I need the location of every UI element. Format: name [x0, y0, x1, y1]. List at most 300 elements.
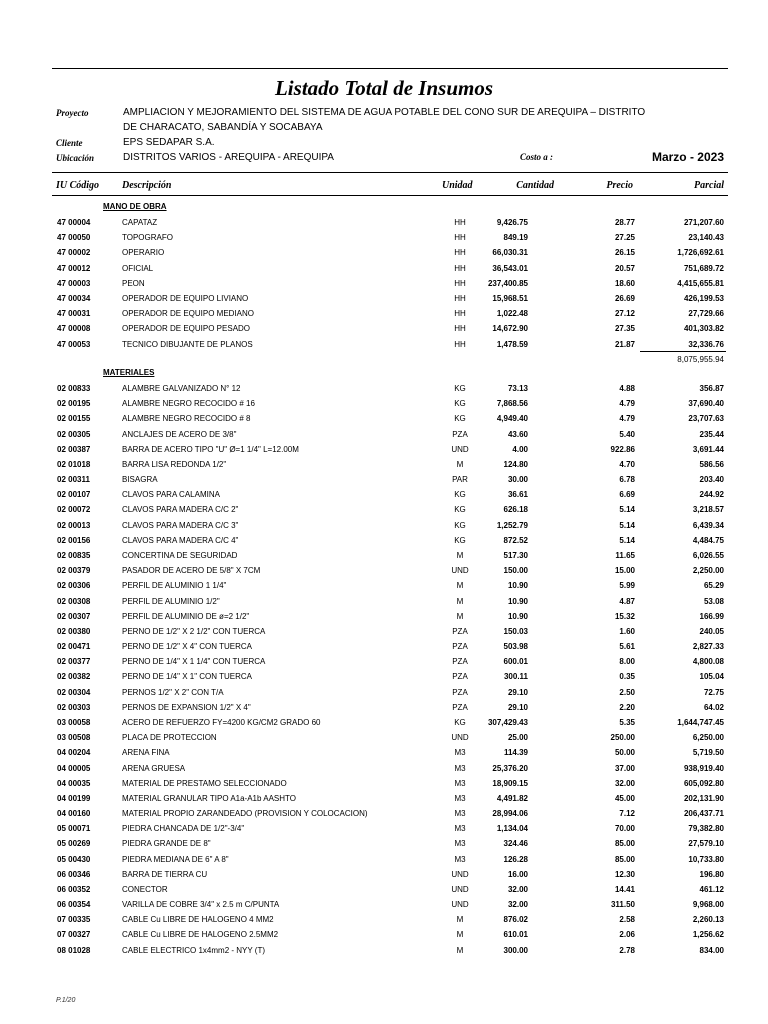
item-quantity: 25.00	[507, 733, 528, 743]
item-code: 47 00008	[57, 324, 91, 334]
item-description: ANCLAJES DE ACERO DE 3/8"	[122, 429, 237, 439]
item-description: PLACA DE PROTECCION	[122, 733, 217, 743]
table-row	[0, 672, 768, 687]
item-unit: KG	[454, 414, 466, 424]
item-price: 28.77	[614, 218, 635, 227]
item-quantity: 32.00	[507, 884, 528, 894]
costo-label: Costo a :	[520, 152, 554, 162]
table-row	[0, 764, 768, 779]
item-quantity: 849.19	[503, 233, 528, 243]
item-code: 02 00107	[57, 490, 91, 500]
item-description: BARRA DE TIERRA CU	[122, 869, 208, 879]
item-price: 32.00	[614, 778, 635, 788]
item-quantity: 1,134.04	[496, 824, 528, 834]
item-description: CABLE ELECTRICO 1x4mm2 - NYY (T)	[122, 945, 265, 955]
item-price: 2.78	[619, 945, 635, 955]
subtotal-mano-de-obra: 8,075,955.94	[677, 355, 724, 364]
item-description: ARENA GRUESA	[122, 763, 186, 773]
item-description: PERFIL DE ALUMINIO DE ø=2 1/2"	[122, 611, 250, 621]
col-header-cantidad: Cantidad	[516, 180, 554, 191]
item-parcial: 6,250.00	[692, 733, 724, 743]
item-parcial: 586.56	[699, 459, 724, 469]
costo-fecha: Marzo - 2023	[651, 150, 724, 164]
item-description: MATERIAL GRANULAR TIPO A1a-A1b AASHTO	[122, 793, 296, 803]
item-unit: UND	[451, 900, 469, 910]
col-header-parcial: Parcial	[694, 180, 724, 191]
item-unit: HH	[454, 263, 466, 273]
item-price: 8.00	[619, 657, 635, 667]
col-header-unidad: Unidad	[442, 180, 473, 191]
item-quantity: 10.90	[507, 611, 528, 621]
item-price: 6.78	[619, 475, 635, 485]
item-code: 03 00058	[57, 717, 91, 727]
item-parcial: 426,199.53	[683, 294, 724, 303]
item-unit: KG	[454, 505, 466, 515]
item-description: TOPOGRAFO	[122, 233, 173, 243]
item-quantity: 66,030.31	[492, 248, 528, 258]
item-code: 02 00072	[57, 505, 91, 515]
item-unit: HH	[454, 218, 466, 227]
item-parcial: 105.04	[699, 672, 724, 682]
item-unit: UND	[451, 884, 469, 894]
item-code: 02 00382	[57, 672, 91, 682]
item-quantity: 150.03	[503, 626, 528, 636]
table-row	[0, 915, 768, 930]
item-code: 02 00835	[57, 550, 91, 560]
item-parcial: 4,415,655.81	[677, 278, 724, 288]
item-price: 4.79	[619, 414, 635, 424]
item-parcial: 23,707.63	[688, 414, 724, 424]
item-unit: KG	[454, 535, 466, 545]
col-header-codigo: IU Código	[56, 180, 100, 191]
item-quantity: 150.00	[503, 566, 528, 576]
item-quantity: 610.01	[503, 930, 528, 940]
item-parcial: 65.29	[703, 581, 724, 591]
item-price: 5.99	[619, 581, 635, 591]
item-code: 08 01028	[57, 945, 91, 955]
item-code: 05 00269	[57, 839, 91, 849]
item-code: 47 00002	[57, 248, 91, 258]
table-row	[0, 324, 768, 339]
item-parcial: 196.80	[699, 869, 724, 879]
item-parcial: 2,260.13	[692, 915, 724, 925]
item-parcial: 6,026.55	[692, 550, 724, 560]
item-description: OFICIAL	[122, 263, 154, 273]
table-row	[0, 294, 768, 309]
item-description: MATERIAL DE PRESTAMO SELECCIONADO	[122, 778, 287, 788]
item-quantity: 517.30	[503, 550, 528, 560]
proyecto-line-1: AMPLIACION Y MEJORAMIENTO DEL SISTEMA DE AGUA POTABLE DEL CONO SUR DE AREQUIPA – DISTRITO	[123, 107, 646, 118]
item-quantity: 1,022.48	[496, 309, 528, 319]
item-description: BISAGRA	[122, 475, 158, 485]
table-row	[0, 779, 768, 794]
item-quantity: 324.46	[503, 839, 528, 849]
table-row	[0, 809, 768, 824]
item-code: 02 00155	[57, 414, 91, 424]
item-price: 5.35	[619, 717, 635, 727]
item-quantity: 114.39	[503, 748, 528, 758]
item-parcial: 9,968.00	[692, 900, 724, 910]
item-parcial: 751,689.72	[683, 263, 724, 273]
item-code: 03 00508	[57, 733, 91, 743]
item-quantity: 300.11	[503, 672, 528, 682]
item-code: 06 00352	[57, 884, 91, 894]
item-description: CONECTOR	[122, 884, 168, 894]
item-unit: M3	[454, 854, 466, 864]
item-price: 85.00	[614, 839, 635, 849]
item-code: 06 00346	[57, 869, 91, 879]
item-description: ACERO DE REFUERZO FY=4200 KG/CM2 GRADO 60	[122, 717, 321, 727]
table-row	[0, 703, 768, 718]
item-code: 47 00034	[57, 294, 91, 303]
table-row	[0, 627, 768, 642]
item-price: 5.61	[619, 642, 635, 652]
item-price: 5.14	[619, 520, 635, 530]
table-row	[0, 445, 768, 460]
item-quantity: 14,672.90	[492, 324, 528, 334]
item-quantity: 4,491.82	[496, 793, 528, 803]
item-description: BARRA LISA REDONDA 1/2"	[122, 459, 227, 469]
table-row	[0, 551, 768, 566]
item-description: PIEDRA MEDIANA DE 6" A 8"	[122, 854, 229, 864]
item-quantity: 9,426.75	[496, 218, 528, 227]
item-description: ALAMBRE NEGRO RECOCIDO # 16	[122, 399, 255, 409]
item-unit: UND	[451, 566, 469, 576]
item-parcial: 37,690.40	[688, 399, 724, 409]
item-price: 18.60	[614, 278, 635, 288]
item-unit: M	[456, 459, 464, 469]
item-unit: PZA	[452, 626, 468, 636]
item-description: OPERADOR DE EQUIPO LIVIANO	[122, 294, 249, 303]
item-description: CONCERTINA DE SEGURIDAD	[122, 550, 238, 560]
item-price: 6.69	[619, 490, 635, 500]
item-unit: KG	[454, 399, 466, 409]
item-description: PERNO DE 1/4" X 1" CON TUERCA	[122, 672, 253, 682]
item-code: 07 00335	[57, 915, 91, 925]
item-description: VARILLA DE COBRE 3/4" x 2.5 m C/PUNTA	[122, 900, 280, 910]
item-parcial: 3,691.44	[692, 444, 724, 454]
item-parcial: 4,484.75	[692, 535, 724, 545]
item-price: 2.06	[619, 930, 635, 940]
item-unit: HH	[454, 339, 466, 349]
item-quantity: 15,968.51	[492, 294, 528, 303]
item-parcial: 10,733.80	[688, 854, 724, 864]
item-description: CLAVOS PARA MADERA C/C 2"	[122, 505, 239, 515]
item-price: 45.00	[614, 793, 635, 803]
item-code: 02 00311	[57, 475, 90, 485]
table-row	[0, 612, 768, 627]
item-unit: M	[456, 596, 464, 606]
item-parcial: 32,336.76	[688, 339, 724, 349]
item-code: 02 00303	[57, 702, 91, 712]
item-price: 1.60	[619, 626, 635, 636]
item-code: 47 00050	[57, 233, 91, 243]
page-number: P.1/20	[56, 997, 76, 1004]
item-price: 4.79	[619, 399, 635, 409]
item-unit: M	[456, 550, 464, 560]
item-parcial: 3,218.57	[692, 505, 724, 515]
table-row	[0, 340, 768, 355]
item-description: PIEDRA CHANCADA DE 1/2"-3/4"	[122, 824, 245, 834]
item-quantity: 73.13	[507, 384, 528, 393]
item-unit: M	[456, 915, 464, 925]
ubicacion-label: Ubicación	[56, 153, 94, 163]
item-parcial: 2,827.33	[692, 642, 724, 652]
item-quantity: 29.10	[507, 687, 528, 697]
item-description: ALAMBRE GALVANIZADO N° 12	[122, 384, 241, 393]
item-description: PERFIL DE ALUMINIO 1 1/4"	[122, 581, 227, 591]
item-code: 02 00380	[57, 626, 91, 636]
item-price: 27.25	[614, 233, 635, 243]
header-rule-top	[52, 172, 728, 173]
item-quantity: 126.28	[503, 854, 528, 864]
item-parcial: 203.40	[699, 475, 724, 485]
item-price: 85.00	[614, 854, 635, 864]
item-parcial: 27,579.10	[688, 839, 724, 849]
item-code: 02 00304	[57, 687, 91, 697]
item-price: 250.00	[610, 733, 635, 743]
item-quantity: 4,949.40	[496, 414, 528, 424]
item-price: 14.41	[614, 884, 635, 894]
item-code: 02 00308	[57, 596, 91, 606]
item-quantity: 872.52	[503, 535, 528, 545]
item-code: 47 00003	[57, 278, 91, 288]
item-quantity: 29.10	[507, 702, 528, 712]
item-description: TECNICO DIBUJANTE DE PLANOS	[122, 339, 253, 349]
item-quantity: 307,429.43	[487, 717, 528, 727]
item-code: 02 00156	[57, 535, 91, 545]
col-header-precio: Precio	[606, 180, 633, 191]
item-unit: HH	[454, 248, 466, 258]
item-code: 47 00031	[57, 309, 91, 319]
item-quantity: 36.61	[507, 490, 528, 500]
item-description: PIEDRA GRANDE DE 8"	[122, 839, 211, 849]
item-quantity: 124.80	[503, 459, 528, 469]
page-title: Listado Total de Insumos	[274, 76, 494, 100]
item-parcial: 4,800.08	[692, 657, 724, 667]
item-price: 21.87	[614, 339, 635, 349]
item-price: 7.12	[619, 809, 635, 819]
item-parcial: 27,729.66	[688, 309, 724, 319]
item-parcial: 5,719.50	[692, 748, 724, 758]
ubicacion-value: DISTRITOS VARIOS - AREQUIPA - AREQUIPA	[123, 152, 334, 163]
item-unit: UND	[451, 444, 469, 454]
item-quantity: 10.90	[507, 596, 528, 606]
item-price: 26.15	[614, 248, 635, 258]
item-code: 47 00053	[57, 339, 91, 349]
item-price: 20.57	[614, 263, 635, 273]
item-unit: KG	[454, 520, 466, 530]
table-row	[0, 233, 768, 248]
table-row	[0, 688, 768, 703]
cliente-label: Cliente	[56, 138, 83, 148]
item-quantity: 43.60	[507, 429, 528, 439]
item-code: 05 00430	[57, 854, 91, 864]
item-quantity: 626.18	[503, 505, 528, 515]
item-quantity: 237,400.85	[487, 278, 528, 288]
item-code: 47 00012	[57, 263, 91, 273]
item-price: 27.35	[614, 324, 635, 334]
table-row	[0, 218, 768, 233]
table-row	[0, 581, 768, 596]
item-description: CLAVOS PARA MADERA C/C 4"	[122, 535, 239, 545]
item-price: 15.32	[614, 611, 635, 621]
table-row	[0, 414, 768, 429]
item-unit: M	[456, 930, 464, 940]
item-quantity: 25,376.20	[492, 763, 528, 773]
table-row	[0, 505, 768, 520]
item-unit: M3	[454, 839, 466, 849]
item-description: PEON	[122, 278, 145, 288]
item-parcial: 605,092.80	[683, 778, 724, 788]
table-row	[0, 430, 768, 445]
table-row	[0, 855, 768, 870]
item-unit: HH	[454, 324, 466, 334]
item-unit: KG	[454, 717, 466, 727]
item-unit: M3	[454, 748, 466, 758]
item-code: 04 00160	[57, 809, 91, 819]
item-code: 04 00035	[57, 778, 91, 788]
table-row	[0, 946, 768, 961]
table-row	[0, 309, 768, 324]
table-row	[0, 264, 768, 279]
item-quantity: 30.00	[507, 475, 528, 485]
item-parcial: 166.99	[699, 611, 724, 621]
item-description: CAPATAZ	[122, 218, 158, 227]
table-row	[0, 824, 768, 839]
item-price: 2.50	[619, 687, 635, 697]
item-parcial: 202,131.90	[683, 793, 724, 803]
item-code: 02 00195	[57, 399, 91, 409]
item-unit: HH	[454, 233, 466, 243]
item-parcial: 1,256.62	[692, 930, 724, 940]
item-code: 04 00199	[57, 793, 91, 803]
item-unit: UND	[451, 733, 469, 743]
item-parcial: 23,140.43	[688, 233, 724, 243]
item-price: 70.00	[614, 824, 635, 834]
item-unit: KG	[454, 490, 466, 500]
item-unit: M	[456, 581, 464, 591]
cliente-value: EPS SEDAPAR S.A.	[123, 137, 215, 148]
item-price: 0.35	[619, 672, 635, 682]
item-parcial: 240.05	[699, 626, 724, 636]
item-description: PERNO DE 1/2" X 2 1/2" CON TUERCA	[122, 626, 266, 636]
item-description: ALAMBRE NEGRO RECOCIDO # 8	[122, 414, 251, 424]
table-row	[0, 279, 768, 294]
item-unit: M	[456, 945, 464, 955]
item-description: MATERIAL PROPIO ZARANDEADO (PROVISION Y COLOCACION)	[122, 809, 368, 819]
item-quantity: 7,868.56	[496, 399, 528, 409]
item-price: 4.70	[619, 459, 635, 469]
item-code: 04 00005	[57, 763, 91, 773]
item-quantity: 4.00	[512, 444, 528, 454]
table-row	[0, 384, 768, 399]
top-rule	[52, 68, 728, 69]
table-row	[0, 490, 768, 505]
table-row	[0, 839, 768, 854]
table-row	[0, 885, 768, 900]
item-code: 47 00004	[57, 218, 91, 227]
table-row	[0, 870, 768, 885]
item-quantity: 503.98	[503, 642, 528, 652]
item-price: 5.14	[619, 535, 635, 545]
section-materiales: MATERIALES	[103, 368, 155, 377]
item-unit: KG	[454, 384, 466, 393]
item-description: PERNOS 1/2" X 2" CON T/A	[122, 687, 224, 697]
item-quantity: 32.00	[507, 900, 528, 910]
table-row	[0, 900, 768, 915]
header-rule-bottom	[52, 195, 728, 196]
item-parcial: 356.87	[699, 384, 724, 393]
item-unit: M3	[454, 793, 466, 803]
item-unit: PAR	[452, 475, 468, 485]
item-parcial: 64.02	[703, 702, 724, 712]
item-quantity: 876.02	[503, 915, 528, 925]
table-row	[0, 475, 768, 490]
item-price: 4.88	[619, 384, 635, 393]
item-parcial: 401,303.82	[683, 324, 724, 334]
item-quantity: 16.00	[507, 869, 528, 879]
item-unit: PZA	[452, 702, 468, 712]
item-quantity: 10.90	[507, 581, 528, 591]
item-code: 06 00354	[57, 900, 91, 910]
item-parcial: 206,437.71	[683, 809, 724, 819]
item-code: 02 00379	[57, 566, 91, 576]
item-price: 15.00	[614, 566, 635, 576]
item-price: 311.50	[610, 900, 635, 910]
item-unit: M3	[454, 778, 466, 788]
item-quantity: 600.01	[503, 657, 528, 667]
item-code: 02 00305	[57, 429, 91, 439]
item-price: 5.14	[619, 505, 635, 515]
item-description: OPERARIO	[122, 248, 165, 258]
col-header-descripcion: Descripción	[122, 180, 172, 191]
item-parcial: 244.92	[699, 490, 724, 500]
table-row	[0, 733, 768, 748]
item-parcial: 6,439.34	[692, 520, 724, 530]
table-row	[0, 248, 768, 263]
item-parcial: 79,382.80	[688, 824, 724, 834]
item-price: 11.65	[615, 550, 635, 560]
table-row	[0, 642, 768, 657]
item-parcial: 53.08	[703, 596, 724, 606]
item-description: CABLE Cu LIBRE DE HALOGENO 4 MM2	[122, 915, 274, 925]
table-row	[0, 718, 768, 733]
item-price: 26.69	[614, 294, 635, 303]
section-mano-de-obra: MANO DE OBRA	[103, 202, 167, 211]
item-parcial: 1,644,747.45	[677, 717, 724, 727]
item-parcial: 235.44	[699, 429, 724, 439]
table-row	[0, 794, 768, 809]
subtotal-rule	[640, 351, 726, 352]
item-unit: M3	[454, 824, 466, 834]
table-row	[0, 597, 768, 612]
proyecto-line-2: DE CHARACATO, SABANDÍA Y SOCABAYA	[123, 122, 323, 133]
item-price: 12.30	[614, 869, 635, 879]
item-quantity: 1,478.59	[496, 339, 528, 349]
item-code: 02 00307	[57, 611, 91, 621]
item-price: 37.00	[614, 763, 635, 773]
item-price: 27.12	[614, 309, 635, 319]
item-price: 2.58	[619, 915, 635, 925]
table-row	[0, 536, 768, 551]
item-unit: M3	[454, 809, 466, 819]
table-row	[0, 657, 768, 672]
item-description: CLAVOS PARA MADERA C/C 3"	[122, 520, 239, 530]
item-unit: PZA	[452, 687, 468, 697]
item-unit: PZA	[452, 429, 468, 439]
item-parcial: 1,726,692.61	[677, 248, 724, 258]
